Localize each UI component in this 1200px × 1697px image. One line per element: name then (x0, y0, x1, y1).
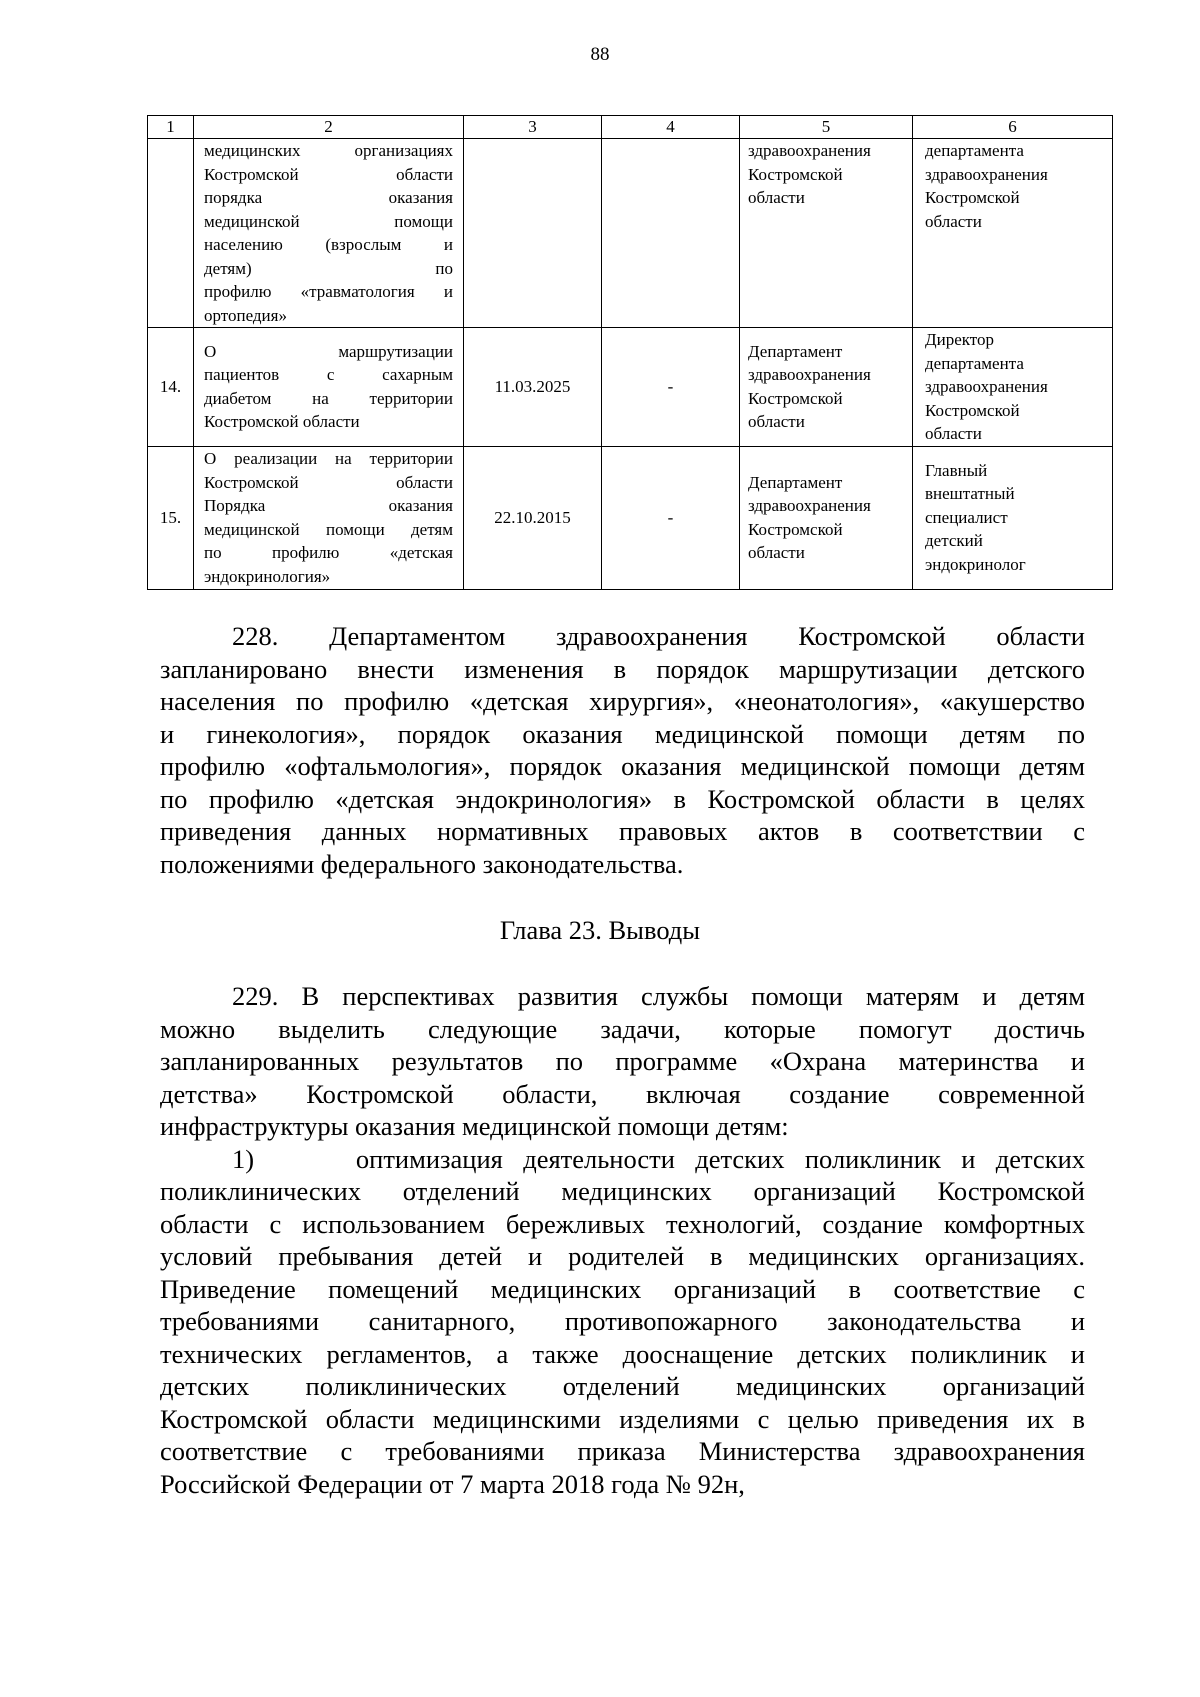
column-header: 4 (602, 116, 740, 139)
text-line: 1) оптимизация деятельности детских поликлиник и детских (232, 1143, 1085, 1174)
title-line: О реализации на территории (204, 449, 453, 468)
title-line: эндокринология» (204, 566, 331, 586)
page-number: 88 (590, 44, 610, 65)
row-number: 15. (148, 446, 194, 589)
paragraph-229 (160, 980, 1085, 1500)
row-responsible (913, 139, 1113, 328)
text-line: запланировано внести изменения в порядок маршрутизации детского (160, 653, 1085, 684)
list-item (160, 1143, 1085, 1501)
text-line: области с использованием бережливых технологий, создание комфортных (160, 1208, 1085, 1239)
title-line: населению (взрослым и (204, 235, 453, 254)
executor-line: области (748, 543, 805, 562)
title-line: диабетом на территории (204, 388, 453, 408)
column-header: 2 (194, 116, 464, 139)
executor-line: Костромской (748, 164, 843, 184)
text-line: требованиями санитарного, противопожарного законодательства и (160, 1306, 1085, 1336)
text-line: 228. Департаментом здравоохранения Костромской области (232, 621, 1085, 651)
text-line: Костромской области медицинскими изделиями с целью приведения их в (160, 1403, 1085, 1434)
paragraph (160, 620, 1085, 880)
table-row (148, 328, 1113, 447)
responsible-line: здравоохранения (925, 377, 1048, 396)
executor-line: Костромской (748, 388, 843, 408)
title-line: профилю «травматология и (204, 282, 453, 301)
executor-line: здравоохранения (748, 496, 871, 515)
row-col4: - (602, 328, 740, 447)
title-line: медицинских организациях (204, 141, 453, 160)
responsible-line: департамента (925, 353, 1024, 373)
text-line: положениями федерального законодательства. (160, 848, 684, 879)
executor-line: Костромской (748, 519, 843, 539)
title-line: Костромской области (204, 472, 453, 492)
responsible-line: Костромской (925, 400, 1020, 420)
row-date: 11.03.2025 (464, 328, 602, 447)
row-title (194, 139, 464, 328)
title-line: пациентов с сахарным (204, 365, 453, 385)
title-line: порядка оказания (204, 188, 453, 207)
text-line: детства» Костромской области, включая создание современной (160, 1078, 1085, 1109)
table-header-row (148, 116, 1113, 139)
text-line: Российской Федерации от 7 марта 2018 года № 92н, (160, 1468, 745, 1499)
responsible-line: здравоохранения (925, 164, 1048, 184)
title-line: Костромской области (204, 164, 453, 184)
title-line: ортопедия» (204, 305, 287, 325)
text-line: детских поликлинических отделений медицинских организаций (160, 1371, 1085, 1401)
executor-line: здравоохранения (748, 365, 871, 385)
column-header: 5 (740, 116, 913, 139)
title-line: О маршрутизации (204, 341, 453, 361)
row-col4 (602, 139, 740, 328)
text-line: можно выделить следующие задачи, которые помогут достичь (160, 1013, 1085, 1044)
text-line: поликлинических отделений медицинских организаций Костромской (160, 1176, 1085, 1206)
responsible-line: Директор (925, 330, 994, 349)
measures-table (147, 115, 1113, 590)
executor-line: области (748, 188, 805, 207)
responsible-line: специалист (925, 507, 1008, 527)
executor-line: Департамент (748, 472, 843, 492)
row-title (194, 328, 464, 447)
executor-line: здравоохранения (748, 141, 871, 160)
row-date: 22.10.2015 (464, 446, 602, 589)
executor-line: Департамент (748, 341, 843, 361)
text-line: соответствие с требованиями приказа Министерства здравоохранения (160, 1436, 1085, 1466)
row-responsible (913, 446, 1113, 589)
text-line: приведения данных нормативных правовых актов в соответствии с (160, 816, 1085, 846)
title-line: Костромской области (204, 412, 360, 432)
responsible-line: детский (925, 531, 983, 551)
row-executor (740, 139, 913, 328)
column-header: 1 (148, 116, 194, 139)
paragraph-228 (160, 620, 1085, 880)
text-line: по профилю «детская эндокринология» в Костромской области в целях (160, 783, 1085, 814)
title-line: по профилю «детская (204, 543, 453, 562)
responsible-line: области (925, 424, 982, 443)
row-number (148, 139, 194, 328)
responsible-line: департамента (925, 141, 1024, 160)
text-line: запланированных результатов по программе «Охрана материнства и (160, 1046, 1085, 1076)
responsible-line: эндокринолог (925, 554, 1026, 574)
text-line: технических регламентов, а также дооснащение детских поликлиник и (160, 1338, 1085, 1369)
title-line: медицинской помощи детям (204, 519, 453, 539)
executor-line: области (748, 412, 805, 432)
column-header: 6 (913, 116, 1113, 139)
table-row (148, 446, 1113, 589)
responsible-line: внештатный (925, 484, 1015, 504)
chapter-heading: Глава 23. Выводы (499, 915, 701, 945)
text-line: профилю «офтальмология», порядок оказания медицинской помощи детям (160, 751, 1085, 781)
text-line: и гинекология», порядок оказания медицинской помощи детям по (160, 718, 1085, 749)
title-line: детям) по (204, 258, 453, 278)
responsible-line: Главный (925, 460, 988, 480)
responsible-line: Костромской (925, 188, 1020, 207)
row-executor (740, 446, 913, 589)
title-line: медицинской помощи (204, 211, 453, 231)
row-number: 14. (148, 328, 194, 447)
text-line: инфраструктуры оказания медицинской помощи детям: (160, 1111, 789, 1141)
column-header: 3 (464, 116, 602, 139)
table-row (148, 139, 1113, 328)
row-date (464, 139, 602, 328)
text-line: условий пребывания детей и родителей в медицинских организациях. (160, 1241, 1085, 1271)
row-title (194, 446, 464, 589)
paragraph (160, 980, 1085, 1143)
row-executor (740, 328, 913, 447)
text-line: населения по профилю «детская хирургия», «неонатология», «акушерство (160, 686, 1085, 716)
title-line: Порядка оказания (204, 496, 453, 515)
text-line: Приведение помещений медицинских организаций в соответствие с (160, 1273, 1085, 1304)
text-line: 229. В перспективах развития службы помощи матерям и детям (232, 981, 1085, 1011)
row-col4: - (602, 446, 740, 589)
row-responsible (913, 328, 1113, 447)
responsible-line: области (925, 211, 982, 231)
